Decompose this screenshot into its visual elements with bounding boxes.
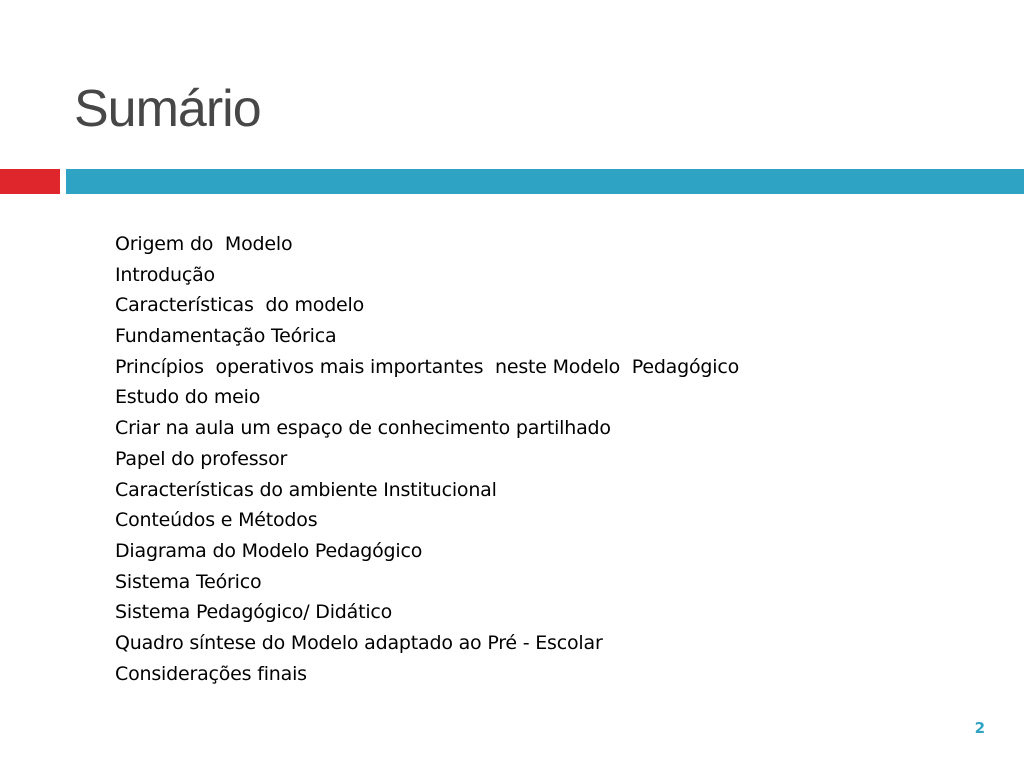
toc-item: Características do ambiente Institucional — [115, 478, 497, 501]
toc-item: Sistema Pedagógico/ Didático — [115, 601, 393, 624]
toc-item: Fundamentação Teórica — [115, 325, 337, 348]
toc-item: Conteúdos e Métodos — [115, 509, 318, 532]
page-number: 2 — [974, 719, 985, 737]
toc-item: Sistema Teórico — [115, 570, 262, 593]
table-of-contents — [115, 229, 739, 689]
accent-bar-red — [0, 169, 60, 194]
toc-item: Papel do professor — [115, 447, 288, 470]
toc-item: Quadro síntese do Modelo adaptado ao Pré - Escolar — [115, 631, 603, 654]
toc-item: Diagrama do Modelo Pedagógico — [115, 539, 423, 562]
toc-item: Estudo do meio — [115, 386, 261, 409]
toc-item: Considerações finais — [115, 662, 307, 685]
toc-item: Origem do Modelo — [115, 233, 293, 255]
accent-bar-blue — [66, 169, 1024, 194]
slide-title: Sumário — [74, 80, 261, 138]
toc-item: Características do modelo — [115, 294, 365, 317]
toc-item: Introdução — [115, 263, 215, 286]
toc-item: Criar na aula um espaço de conhecimento partilhado — [115, 417, 611, 440]
toc-item: Princípios operativos mais importantes neste Modelo Pedagógico — [115, 355, 740, 378]
